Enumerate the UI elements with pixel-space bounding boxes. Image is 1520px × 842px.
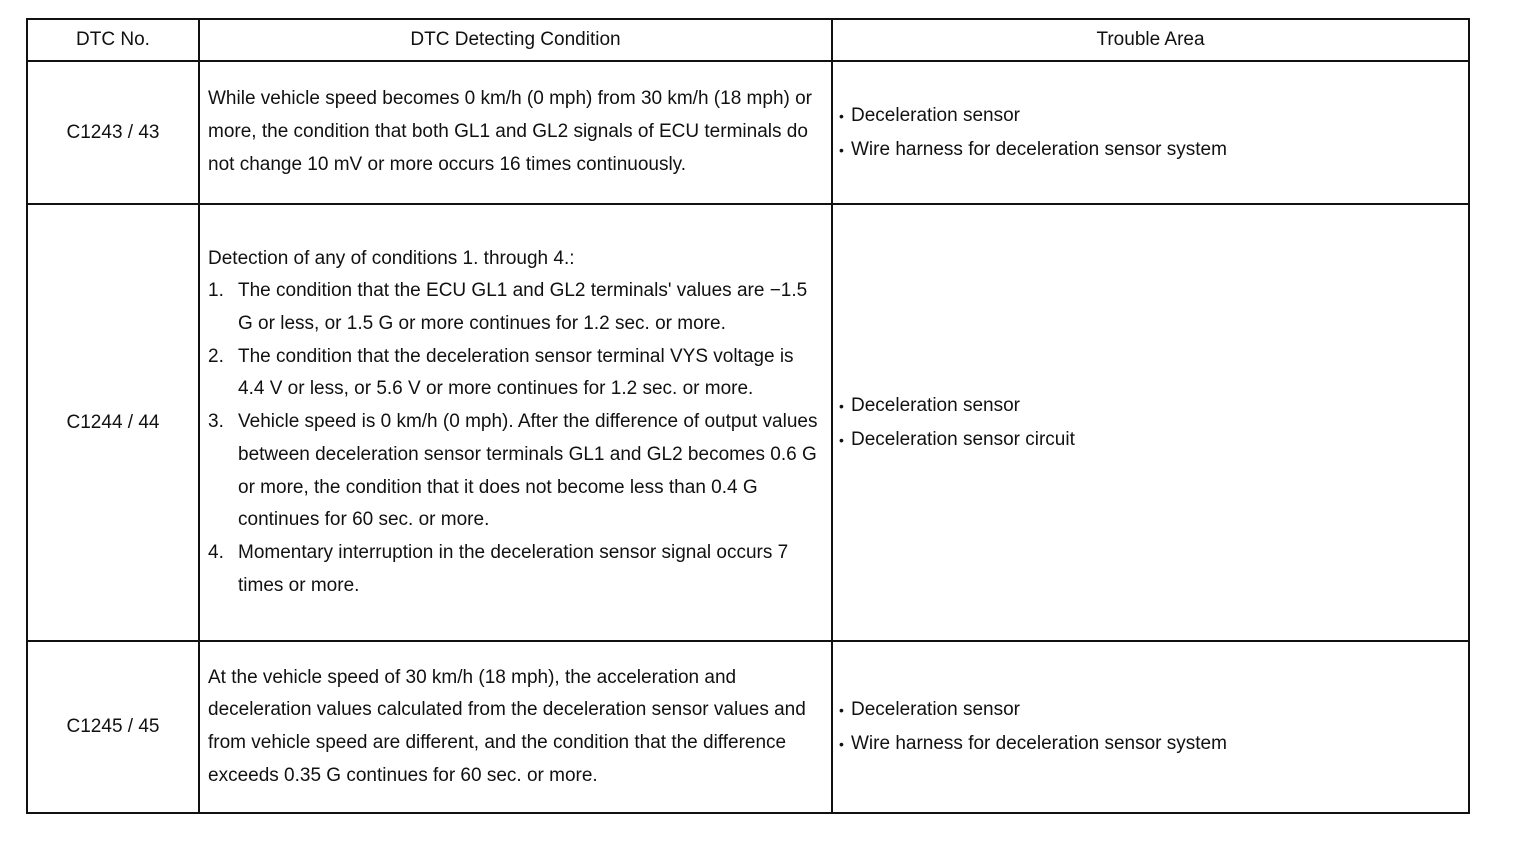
condition-item xyxy=(208,275,825,340)
trouble-area-item xyxy=(839,423,1462,457)
trouble-area-item xyxy=(839,389,1462,423)
condition-list xyxy=(208,275,825,602)
trouble-area-item xyxy=(839,727,1462,761)
trouble-area-item xyxy=(839,133,1462,167)
trouble-area-list xyxy=(832,204,1469,641)
condition-text: Momentary interruption in the deceleration sensor signal occurs 7 times or more. xyxy=(238,541,789,596)
bullet-icon: • xyxy=(839,431,844,448)
dtc-code: C1244 / 44 xyxy=(27,204,199,641)
condition-number: 2. xyxy=(208,345,224,367)
trouble-area-list xyxy=(832,61,1469,204)
detecting-condition: While vehicle speed becomes 0 km/h (0 mph) from 30 km/h (18 mph) or more, the condition that both GL1 and GL2 signals of ECU terminals do not change 10 mV or more occurs 16 times continuously. xyxy=(199,61,832,204)
header-dtc-no: DTC No. xyxy=(27,19,199,61)
detecting-condition xyxy=(199,204,832,641)
condition-number: 4. xyxy=(208,541,224,563)
dtc-code: C1245 / 45 xyxy=(27,641,199,813)
table-row xyxy=(27,204,1469,641)
trouble-area-item xyxy=(839,99,1462,133)
bullet-icon: • xyxy=(839,107,844,124)
trouble-area-text: Deceleration sensor circuit xyxy=(851,428,1075,450)
trouble-area-text: Wire harness for deceleration sensor system xyxy=(851,138,1227,160)
condition-number: 3. xyxy=(208,411,224,433)
dtc-table xyxy=(26,18,1470,814)
header-trouble-area: Trouble Area xyxy=(832,19,1469,61)
condition-number: 1. xyxy=(208,280,224,302)
trouble-area-list xyxy=(832,641,1469,813)
table-row xyxy=(27,61,1469,204)
bullet-icon: • xyxy=(839,397,844,414)
condition-item xyxy=(208,406,825,537)
trouble-area-item xyxy=(839,693,1462,727)
condition-item xyxy=(208,537,825,602)
trouble-area-text: Deceleration sensor xyxy=(851,699,1020,720)
table-row xyxy=(27,641,1469,813)
bullet-icon: • xyxy=(839,702,844,718)
dtc-code: C1243 / 43 xyxy=(27,61,199,204)
condition-intro: Detection of any of conditions 1. through 4.: xyxy=(208,247,575,269)
condition-text: Vehicle speed is 0 km/h (0 mph). After the difference of output values between deceleration sensor terminals GL1 and GL2 becomes 0.6 G or more, the condition that it does not become less than 0.4 G continues for 60 sec. or more. xyxy=(238,411,818,531)
trouble-area-text: Deceleration sensor xyxy=(851,394,1020,416)
bullet-icon: • xyxy=(839,141,844,158)
condition-text: The condition that the ECU GL1 and GL2 terminals' values are −1.5 G or less, or 1.5 G or more continues for 1.2 sec. or more. xyxy=(238,280,808,335)
header-row xyxy=(27,19,1469,61)
trouble-area-text: Deceleration sensor xyxy=(851,104,1020,126)
header-detecting-condition: DTC Detecting Condition xyxy=(199,19,832,61)
bullet-icon: • xyxy=(839,736,844,752)
condition-item xyxy=(208,341,825,406)
detecting-condition: At the vehicle speed of 30 km/h (18 mph), the acceleration and deceleration values calculated from the deceleration sensor values and from vehicle speed are different, and the condition that the difference exceeds 0.35 G continues for 60 sec. or more. xyxy=(199,641,832,813)
trouble-area-text: Wire harness for deceleration sensor system xyxy=(851,733,1227,754)
condition-text: The condition that the deceleration sensor terminal VYS voltage is 4.4 V or less, or 5.6 V or more continues for 1.2 sec. or more. xyxy=(238,345,794,400)
